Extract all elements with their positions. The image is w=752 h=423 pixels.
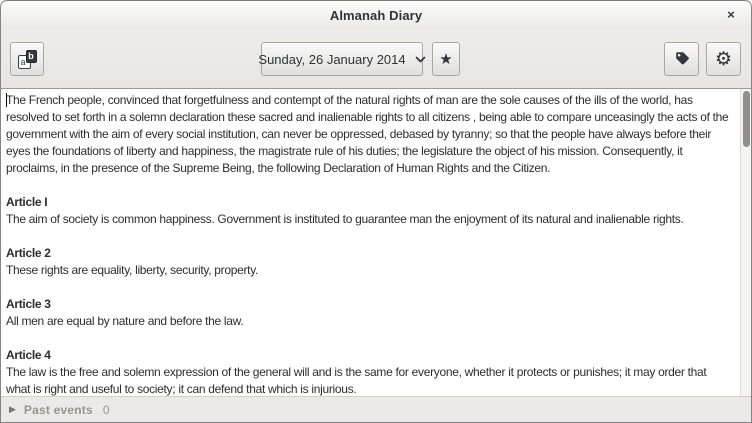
close-icon: × <box>727 7 735 22</box>
toolbar <box>1 29 751 89</box>
paragraph-text: All men are equal by nature and before the law. <box>6 314 244 328</box>
tags-button[interactable] <box>664 42 699 76</box>
window-title: Almanah Diary <box>329 7 423 23</box>
chevron-down-icon <box>415 56 426 63</box>
paragraph-text: The aim of society is common happiness. Government is instituted to guarantee man the enjoyment of its natural and inalienable rights. <box>6 212 684 226</box>
expander-arrow-icon: ▶ <box>9 404 16 414</box>
important-entry-button[interactable] <box>432 42 460 76</box>
gear-icon: ⚙ <box>714 48 733 70</box>
tag-icon <box>673 50 691 68</box>
diary-entry-editor[interactable] <box>1 89 751 396</box>
selected-date-label: Sunday, 26 January 2014 <box>258 51 406 67</box>
settings-button[interactable] <box>706 42 741 76</box>
entry-article-2 <box>6 245 731 279</box>
past-events-label: Past events <box>23 402 93 417</box>
entry-text <box>1 89 751 396</box>
article-heading: Article 4 <box>6 348 51 362</box>
entry-article-1 <box>6 194 731 228</box>
spell-check-letter-a: a <box>18 55 31 69</box>
past-events-expander[interactable] <box>1 396 751 422</box>
entry-article-3 <box>6 296 731 330</box>
entry-article-4 <box>6 347 731 396</box>
article-heading: Article 2 <box>6 246 51 260</box>
article-heading: Article 3 <box>6 297 51 311</box>
spell-check-button[interactable] <box>10 42 44 76</box>
close-button[interactable] <box>722 6 740 24</box>
star-icon: ★ <box>439 50 453 68</box>
spell-check-icon <box>18 50 37 69</box>
date-selector-dropdown[interactable] <box>258 42 423 76</box>
paragraph-text: These rights are equality, liberty, security, property. <box>6 263 259 277</box>
paragraph-text: The French people, convinced that forgetfulness and contempt of the natural rights of man are the sole causes of the ills of the world, has resolved to set forth in a solemn declaration these sacred and inalienable rights to all citizens , being able to compare unceasingly the acts of the government with the aim of every social institution, can never be oppressed, debased by tyranny; so that the people have always before their eyes the foundations of liberty and happiness, the magistrate rule of his duties; the legislature the object of his mission. Consequently, it proclaims, in the presence of the Supreme Being, the following Declaration of Human Rights and the Citizen. <box>6 93 729 175</box>
article-heading: Article I <box>6 195 48 209</box>
spell-check-letter-b: b <box>26 50 37 63</box>
past-events-count: 0 <box>102 402 110 417</box>
titlebar[interactable] <box>1 1 751 29</box>
paragraph-text: The law is the free and solemn expression of the general will and is the same for everyone, whether it protects or punishes; it may order that what is right and useful to society; it can defend that which is injurious. <box>6 365 707 396</box>
scrollbar-thumb[interactable] <box>743 91 750 147</box>
vertical-scrollbar[interactable] <box>740 89 751 396</box>
entry-paragraph <box>6 92 731 177</box>
